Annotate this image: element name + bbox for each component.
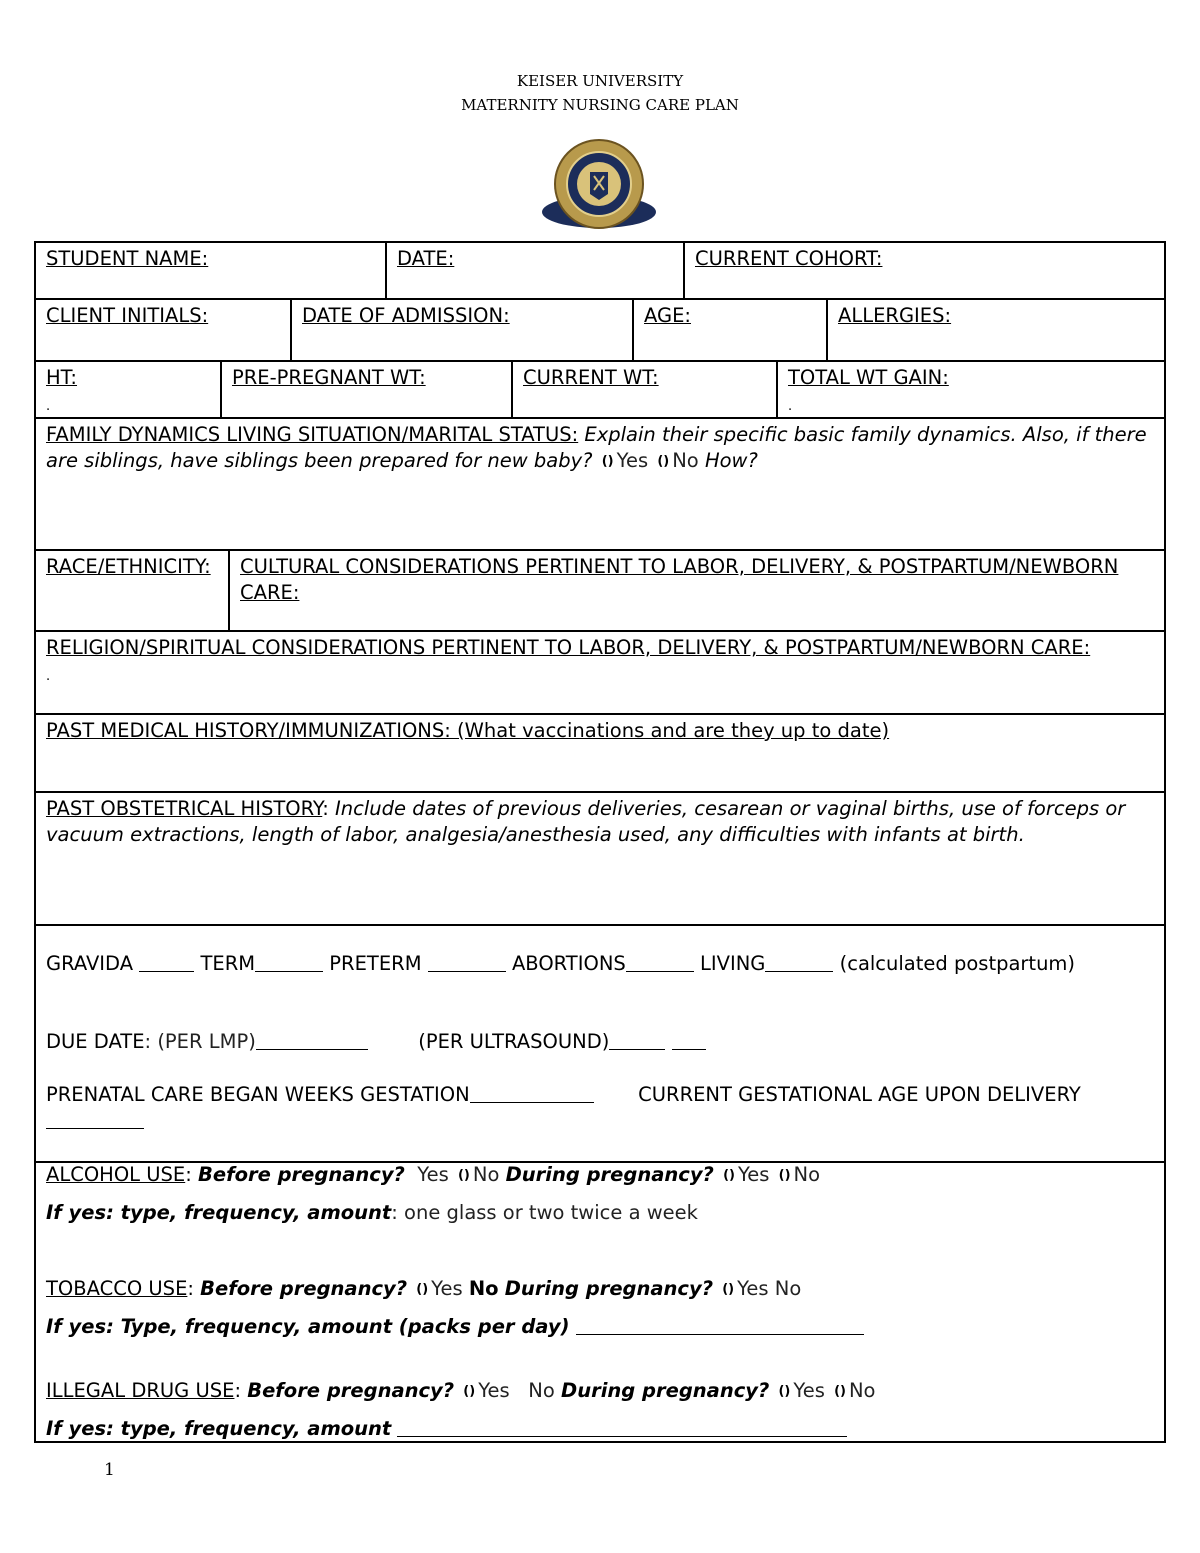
living-label: LIVING bbox=[700, 952, 766, 975]
tobacco-detail-line bbox=[46, 1314, 1154, 1340]
radio-icon[interactable]: () bbox=[722, 1282, 735, 1297]
row-gtpal bbox=[34, 924, 1166, 1161]
prenatal-care-line bbox=[46, 1082, 1154, 1134]
past-medical-history-field[interactable]: PAST MEDICAL HISTORY/IMMUNIZATIONS: (What vaccinations and are they up to date) bbox=[46, 719, 890, 742]
drug-detail-blank[interactable] bbox=[397, 1418, 847, 1437]
radio-icon[interactable]: () bbox=[834, 1384, 846, 1399]
term-blank[interactable] bbox=[255, 953, 323, 972]
tobacco-use-label: TOBACCO USE bbox=[46, 1277, 188, 1300]
page-number: 1 bbox=[104, 1460, 115, 1480]
alcohol-answer[interactable]: : one glass or two twice a week bbox=[391, 1201, 698, 1224]
height-field[interactable] bbox=[36, 362, 222, 417]
term-label: TERM bbox=[200, 952, 256, 975]
gtpal-line bbox=[46, 951, 1154, 977]
due-date-line bbox=[46, 1029, 1154, 1055]
drug-before-prompt: Before pregnancy? bbox=[247, 1379, 455, 1402]
tobacco-before-prompt: Before pregnancy? bbox=[200, 1277, 408, 1300]
alcohol-during-prompt: During pregnancy? bbox=[505, 1163, 714, 1186]
tobacco-detail-blank[interactable] bbox=[576, 1316, 864, 1335]
current-cohort-field[interactable]: CURRENT COHORT: bbox=[683, 243, 1164, 298]
alcohol-before-prompt: Before pregnancy? bbox=[198, 1163, 405, 1186]
row-family-dynamics bbox=[34, 417, 1166, 549]
alcohol-during-yes[interactable]: Yes bbox=[737, 1163, 770, 1186]
row-religion bbox=[34, 630, 1166, 713]
allergies-field[interactable]: ALLERGIES: bbox=[826, 300, 1164, 360]
alcohol-before-yes[interactable]: Yes bbox=[417, 1163, 449, 1186]
obstetrical-history-label: PAST OBSTETRICAL HISTORY bbox=[46, 797, 323, 820]
row-obstetrical-history bbox=[34, 791, 1166, 924]
per-ultrasound-label: (PER ULTRASOUND) bbox=[418, 1030, 610, 1053]
alcohol-during-no[interactable]: No bbox=[793, 1163, 821, 1186]
radio-icon[interactable]: () bbox=[778, 1384, 791, 1399]
alcohol-if-yes-label: If yes: type, frequency, amount bbox=[46, 1201, 392, 1224]
radio-icon[interactable]: () bbox=[778, 1168, 791, 1183]
family-dynamics-field[interactable] bbox=[36, 419, 1164, 549]
age-field[interactable]: AGE: bbox=[632, 300, 828, 360]
row-medical-history bbox=[34, 713, 1166, 791]
height-dot: . bbox=[46, 399, 51, 414]
date-of-admission-field[interactable]: DATE OF ADMISSION: bbox=[290, 300, 634, 360]
prenatal-care-label: PRENATAL CARE BEGAN WEEKS GESTATION bbox=[46, 1083, 470, 1106]
radio-icon[interactable]: () bbox=[723, 1168, 735, 1183]
current-gestational-age-label: CURRENT GESTATIONAL AGE UPON DELIVERY bbox=[638, 1083, 1081, 1106]
religion-label: RELIGION/SPIRITUAL CONSIDERATIONS PERTINENT TO LABOR, DELIVERY, & POSTPARTUM/NEWBORN CARE: bbox=[46, 636, 1091, 659]
client-initials-field[interactable]: CLIENT INITIALS: bbox=[46, 304, 209, 327]
obstetrical-prompt: Include dates of previous deliveries, cesarean or vaginal births, use of forceps or vacuum extractions, length of labor, analgesia/anesthesia used, any difficulties with infants at birth. bbox=[46, 797, 1126, 846]
radio-icon[interactable]: () bbox=[657, 454, 670, 469]
row-client-info bbox=[34, 298, 1166, 360]
drug-during-no[interactable]: No bbox=[848, 1379, 876, 1402]
cultural-considerations-field[interactable]: CULTURAL CONSIDERATIONS PERTINENT TO LABOR, DELIVERY, & POSTPARTUM/NEWBORN CARE: bbox=[228, 551, 1164, 630]
tobacco-during-no[interactable]: No bbox=[774, 1277, 802, 1300]
row-student-info bbox=[34, 241, 1166, 298]
row-race-culture bbox=[34, 549, 1166, 630]
due-date-label: DUE DATE bbox=[46, 1030, 145, 1053]
seal-emblem bbox=[590, 172, 608, 200]
drug-during-yes[interactable]: Yes bbox=[793, 1379, 825, 1402]
pre-pregnant-weight-field[interactable]: PRE-PREGNANT WT: bbox=[220, 362, 513, 417]
calculated-postpartum-note: (calculated postpartum) bbox=[839, 952, 1076, 975]
alcohol-use-line: ALCOHOL USE: Before pregnancy? Yes () No During pregnancy? () Yes () No bbox=[46, 1162, 1154, 1189]
drug-before-no[interactable]: No bbox=[528, 1379, 555, 1402]
drug-before-yes[interactable]: Yes bbox=[478, 1379, 510, 1402]
height-label: HT: bbox=[46, 366, 78, 389]
family-dynamics-prompt: Explain their specific basic family dynamics. Also, if there are siblings, have siblings been prepared for new baby? bbox=[46, 423, 1147, 472]
alcohol-use-label: ALCOHOL USE bbox=[46, 1163, 186, 1186]
religion-dot: . bbox=[46, 669, 51, 684]
total-weight-gain-field[interactable] bbox=[776, 362, 1164, 417]
how-prompt: How? bbox=[704, 449, 758, 472]
abortions-label: ABORTIONS bbox=[511, 952, 626, 975]
gestational-age-blank[interactable] bbox=[46, 1110, 144, 1129]
prenatal-care-blank[interactable] bbox=[470, 1084, 594, 1103]
university-seal-logo bbox=[540, 138, 658, 232]
tobacco-if-yes-label: If yes: Type, frequency, amount (packs per day) bbox=[46, 1315, 570, 1338]
university-name: KEISER UNIVERSITY bbox=[516, 72, 684, 90]
radio-icon[interactable]: () bbox=[416, 1282, 429, 1297]
alcohol-detail-line bbox=[46, 1200, 1154, 1226]
past-obstetrical-history-field[interactable] bbox=[36, 793, 1164, 924]
tobacco-before-yes[interactable]: Yes bbox=[431, 1277, 463, 1300]
radio-icon[interactable]: () bbox=[601, 454, 614, 469]
religion-field[interactable] bbox=[36, 632, 1164, 713]
siblings-yes-option[interactable]: Yes bbox=[616, 449, 649, 472]
tobacco-use-line: TOBACCO USE: Before pregnancy? () Yes No During pregnancy? () Yes No bbox=[46, 1276, 1154, 1303]
tobacco-before-no[interactable]: No bbox=[468, 1277, 499, 1300]
weight-gain-dot: . bbox=[788, 399, 793, 414]
family-dynamics-label: FAMILY DYNAMICS LIVING SITUATION/MARITAL STATUS: bbox=[46, 423, 579, 446]
illegal-drug-use-label: ILLEGAL DRUG USE bbox=[46, 1379, 235, 1402]
date-field[interactable]: DATE: bbox=[385, 243, 684, 298]
preterm-label: PRETERM bbox=[329, 952, 422, 975]
form-title: MATERNITY NURSING CARE PLAN bbox=[461, 96, 739, 114]
drug-detail-line bbox=[46, 1416, 1154, 1442]
race-ethnicity-field[interactable]: RACE/ETHNICITY: bbox=[46, 555, 211, 578]
per-ultrasound-blank-2[interactable] bbox=[672, 1031, 706, 1050]
student-name-field[interactable]: STUDENT NAME: bbox=[46, 247, 209, 270]
preterm-blank[interactable] bbox=[428, 953, 506, 972]
tobacco-during-prompt: During pregnancy? bbox=[504, 1277, 714, 1300]
alcohol-before-no[interactable]: No bbox=[472, 1163, 500, 1186]
total-weight-gain-label: TOTAL WT GAIN: bbox=[788, 366, 949, 389]
siblings-no-option[interactable]: No bbox=[672, 449, 699, 472]
row-substance-use bbox=[34, 1161, 1166, 1443]
radio-icon[interactable]: () bbox=[457, 1168, 470, 1183]
living-blank[interactable] bbox=[765, 953, 833, 972]
current-weight-field[interactable]: CURRENT WT: bbox=[511, 362, 778, 417]
row-weights bbox=[34, 360, 1166, 417]
per-ultrasound-blank[interactable] bbox=[609, 1031, 665, 1050]
abortions-blank[interactable] bbox=[626, 953, 694, 972]
drug-if-yes-label: If yes: type, frequency, amount bbox=[46, 1417, 392, 1440]
drug-during-prompt: During pregnancy? bbox=[561, 1379, 770, 1402]
gravida-label: GRAVIDA bbox=[46, 952, 134, 975]
radio-icon[interactable]: () bbox=[463, 1384, 476, 1399]
per-lmp-blank[interactable] bbox=[256, 1031, 368, 1050]
tobacco-during-yes[interactable]: Yes bbox=[737, 1277, 769, 1300]
per-lmp-label: : (PER LMP) bbox=[144, 1030, 256, 1053]
obstetrical-colon: : bbox=[322, 797, 336, 820]
gravida-blank[interactable] bbox=[139, 953, 194, 972]
illegal-drug-use-line: ILLEGAL DRUG USE: Before pregnancy? () Yes No During pregnancy? () Yes () No bbox=[46, 1378, 1154, 1405]
